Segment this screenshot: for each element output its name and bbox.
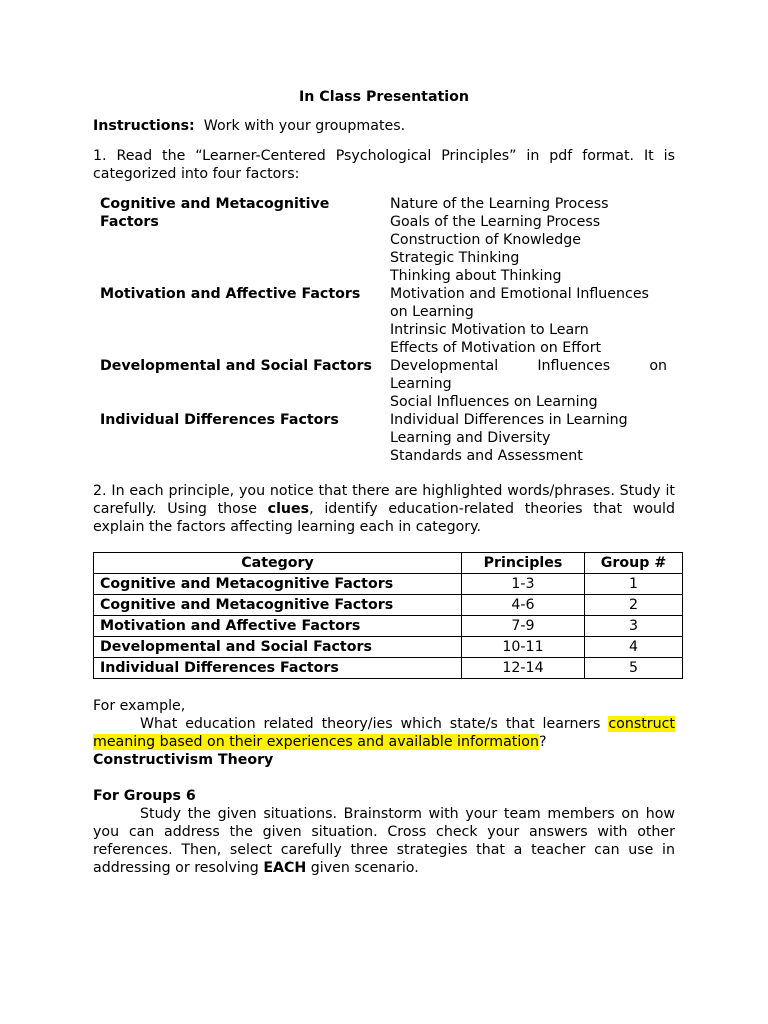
principle-item: on Learning [390, 304, 474, 320]
factor-category: Developmental and Social Factors [100, 358, 372, 374]
cell-group: 4 [585, 637, 683, 658]
principle-item: Effects of Motivation on Effort [390, 340, 602, 356]
instructions [93, 117, 675, 135]
example-question-highlight: construct meaning based on their experiences and available information [93, 716, 675, 750]
example-question-after: ? [538, 734, 547, 750]
step-2-text-before: 2. In each principle, you notice that there are highlighted words/phrases. Study it carefully. Using those [93, 483, 675, 517]
factor-row [100, 411, 675, 465]
factor-row [100, 285, 675, 357]
factor-principles [390, 411, 667, 465]
example-question [93, 715, 675, 751]
example-section [93, 697, 675, 769]
cell-principles: 10-11 [462, 637, 585, 658]
groups-6-paragraph [93, 805, 675, 877]
principle-item: Thinking about Thinking [390, 268, 562, 284]
table-row [94, 595, 683, 616]
factor-row [100, 195, 675, 285]
principle-item: Individual Differences in Learning [390, 412, 628, 428]
factor-category: Motivation and Affective Factors [100, 286, 361, 302]
principle-item: Construction of Knowledge [390, 232, 582, 248]
instructions-text: Work with your groupmates. [203, 118, 406, 134]
step-2-text-after: , identify education-related theories that would explain the factors affecting learning each in category. [93, 501, 675, 535]
example-intro: For example, [93, 698, 186, 714]
cell-category: Developmental and Social Factors [94, 637, 462, 658]
cell-principles: 1-3 [462, 574, 585, 595]
cell-group: 2 [585, 595, 683, 616]
instructions-label: Instructions: [93, 118, 195, 134]
page-title: In Class Presentation [298, 89, 470, 105]
factor-category: Individual Differences Factors [100, 412, 339, 428]
cell-category: Individual Differences Factors [94, 658, 462, 679]
principle-item: Goals of the Learning Process [390, 214, 601, 230]
factor-row [100, 357, 675, 411]
principle-item: Learning and Diversity [390, 430, 551, 446]
groups-6-section [93, 787, 675, 877]
table-row [94, 658, 683, 679]
principle-item: Social Influences on Learning [390, 394, 598, 410]
factor-principles [390, 357, 667, 411]
groups-6-heading: For Groups 6 [93, 788, 196, 804]
table-header-row [94, 553, 683, 574]
principle-item: Motivation and Emotional Influences [390, 286, 649, 302]
cell-category: Cognitive and Metacognitive Factors [94, 595, 462, 616]
principle-item: Standards and Assessment [390, 448, 583, 464]
step-2-bold: clues [267, 501, 310, 517]
principle-item: Nature of the Learning Process [390, 196, 609, 212]
cell-principles: 4-6 [462, 595, 585, 616]
cell-category: Cognitive and Metacognitive Factors [94, 574, 462, 595]
cell-category: Motivation and Affective Factors [94, 616, 462, 637]
cell-group: 1 [585, 574, 683, 595]
cell-principles: 12-14 [462, 658, 585, 679]
column-header-category: Category [94, 553, 462, 574]
column-header-principles: Principles [462, 553, 585, 574]
example-question-before: What education related theory/ies which state/s that learners [140, 716, 609, 732]
cell-principles: 7-9 [462, 616, 585, 637]
factors-list [100, 195, 675, 465]
principle-item: Learning [390, 376, 452, 392]
factor-principles [390, 285, 667, 357]
table-row [94, 637, 683, 658]
step-2-paragraph [93, 482, 675, 536]
cell-group: 3 [585, 616, 683, 637]
example-answer: Constructivism Theory [93, 752, 274, 768]
step-1-paragraph: 1. Read the “Learner-Centered Psychological Principles” in pdf format. It is categorized into four factors: [93, 148, 675, 182]
table-row [94, 574, 683, 595]
group-assignment-table [93, 552, 683, 679]
principle-item: Strategic Thinking [390, 250, 520, 266]
column-header-group: Group # [585, 553, 683, 574]
principle-item: Developmental Influences on [390, 358, 667, 374]
factor-principles [390, 195, 667, 285]
principle-item: Intrinsic Motivation to Learn [390, 322, 589, 338]
groups-6-text-after: given scenario. [306, 860, 419, 876]
groups-6-text-before: Study the given situations. Brainstorm with your team members on how you can address the given situation. Cross check your answers with other references. Then, select carefully three strategies that a teacher can use in addressing or resolving [93, 806, 675, 876]
table-row [94, 616, 683, 637]
factor-category: Cognitive and Metacognitive Factors [100, 196, 330, 230]
cell-group: 5 [585, 658, 683, 679]
groups-6-text-bold: EACH [263, 860, 307, 876]
